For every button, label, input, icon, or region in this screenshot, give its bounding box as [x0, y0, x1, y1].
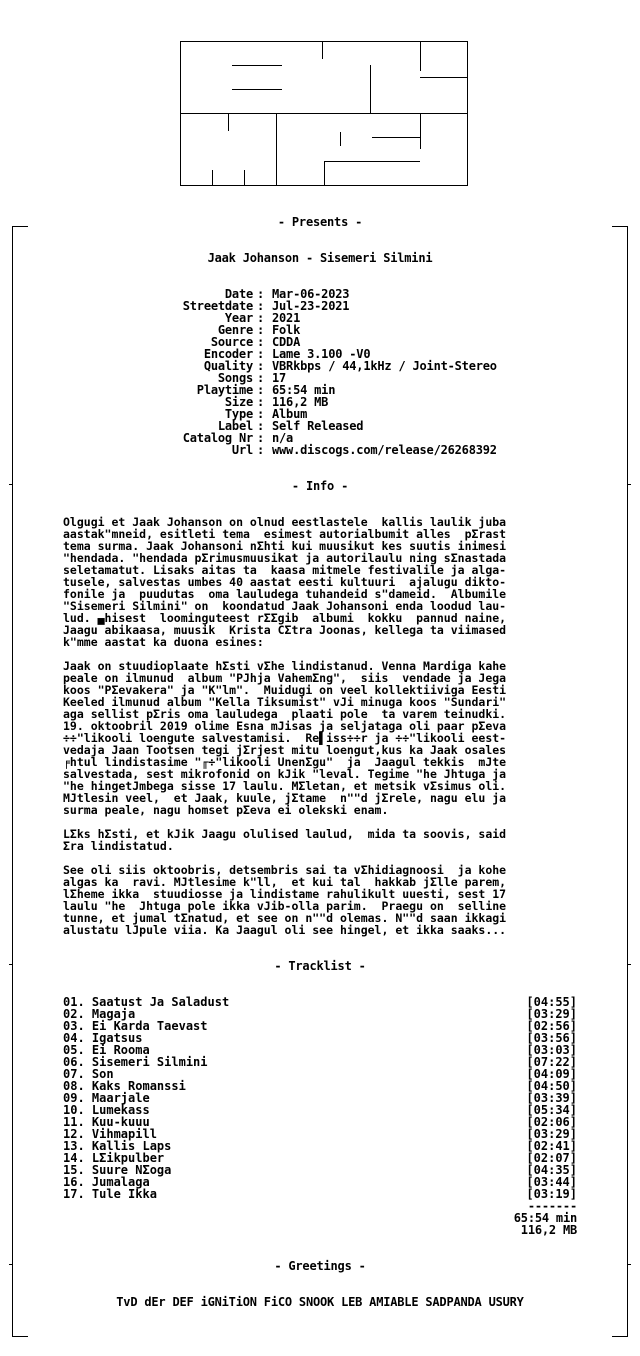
track-duration: [03:29]	[526, 1127, 577, 1141]
detail-value: Lame 3.100 -V0	[272, 347, 371, 361]
track-row	[63, 996, 577, 1008]
track-title: 07. Son	[63, 1067, 114, 1081]
detail-label: Songs	[217, 371, 253, 385]
detail-label: Quality	[203, 359, 253, 373]
detail-separator: :	[257, 371, 265, 385]
detail-value: VBRkbps / 44,1kHz / Joint-Stereo	[272, 359, 497, 373]
presents-heading: - Presents -	[277, 215, 363, 229]
detail-separator: :	[257, 359, 265, 373]
track-title: 11. Kuu-kuuu	[63, 1115, 150, 1129]
track-title: 02. Magaja	[63, 1007, 136, 1021]
info-heading: - Info -	[291, 479, 349, 493]
detail-separator: :	[257, 311, 265, 325]
detail-label: Catalog Nr	[182, 431, 253, 445]
detail-separator: :	[257, 335, 265, 349]
detail-value: CDDA	[272, 335, 301, 349]
track-duration: [04:55]	[526, 995, 577, 1009]
detail-value: 65:54 min	[272, 383, 336, 397]
track-row	[63, 1188, 577, 1200]
track-title: 14. LΣikpulber	[63, 1151, 165, 1165]
track-duration: [02:56]	[526, 1019, 577, 1033]
track-duration: [04:09]	[526, 1067, 577, 1081]
total-divider: -------	[527, 1199, 577, 1213]
detail-separator: :	[257, 383, 265, 397]
track-row	[63, 1056, 577, 1068]
detail-label: Encoder	[203, 347, 253, 361]
track-duration: [03:19]	[526, 1187, 577, 1201]
detail-label: Playtime	[196, 383, 253, 397]
detail-value: www.discogs.com/release/26268392	[272, 443, 497, 457]
track-title: 13. Kallis Laps	[63, 1139, 172, 1153]
detail-value: Album	[272, 407, 308, 421]
detail-separator: :	[257, 347, 265, 361]
detail-separator: :	[257, 431, 265, 445]
detail-separator: :	[257, 419, 265, 433]
track-duration: [03:56]	[526, 1031, 577, 1045]
detail-label: Year	[224, 311, 253, 325]
track-duration: [04:35]	[526, 1163, 577, 1177]
info-paragraph: See oli siis oktoobris, detsembris sai ta vΣhidiagnoosi ja kohe algas ka ravi. MJtlesime k"ll, et kui tal hakkab jΣlle parem, lΣheme ikka stuudiosse ja lindistame rahulikult uuesti, sest 17 laulu "he Jhtuga pole ikka vJib-olla parim. Praegu on selline tunne, et jumal tΣnatud, et see on n""d olemas. N""d saan ikkagi alustatu lJpule viia. Ka Jaagul oli see hingel, et ikka saaks...	[63, 863, 507, 937]
detail-separator: :	[257, 299, 265, 313]
track-duration: [07:22]	[526, 1055, 577, 1069]
greetings-heading: - Greetings -	[274, 1259, 366, 1273]
detail-value: Self Released	[272, 419, 364, 433]
detail-value: Mar-06-2023	[272, 287, 350, 301]
track-title: 16. Jumalaga	[63, 1175, 150, 1189]
detail-label: Date	[224, 287, 253, 301]
track-duration: [03:03]	[526, 1043, 577, 1057]
tracklist-heading: - Tracklist -	[274, 959, 366, 973]
track-title: 05. Ei Rooma	[63, 1043, 150, 1057]
info-paragraph: Olgugi et Jaak Johanson on olnud eestlastele kallis laulik juba aastak"mneid, esitleti tema esimest autorialbumit alles pΣrast tema surma. Jaak Johansoni nΣhti kui muusikut kes suutis inimesi "hendada. "hendada pΣrimusmuusikat ja autorilaulu ning sΣnastada seletamatut. Lisaks aitas ta kaasa mitmele festivalile ja alga- tusele, salvestas umbes 40 aastat eesti kultuuri ajalugu dikto- fonile ja puudutas oma lauludega tuhandeid s"dameid. Albumile "Sisemeri Silmini" on koondatud Jaak Johansoni enda loodud lau- lud. ▄hisest loominguteest rΣΣgib albumi kokku pannud naine, Jaagu abikaasa, muusik Krista CΣtra Joonas, kellega ta viimased k"mme aastat ka duona esines:	[63, 515, 507, 649]
detail-label: Source	[210, 335, 253, 349]
detail-label: Label	[217, 419, 253, 433]
track-title: 08. Kaks Romanssi	[63, 1079, 186, 1093]
track-title: 10. Lumekass	[63, 1103, 150, 1117]
track-title: 17. Tule Ikka	[63, 1187, 157, 1201]
track-duration: [03:44]	[526, 1175, 577, 1189]
detail-value: 2021	[272, 311, 301, 325]
track-duration: [05:34]	[526, 1103, 577, 1117]
detail-value: n/a	[272, 431, 294, 445]
track-duration: [03:29]	[526, 1007, 577, 1021]
track-duration: [03:39]	[526, 1091, 577, 1105]
detail-label: Streetdate	[182, 299, 253, 313]
track-duration: [04:50]	[526, 1079, 577, 1093]
detail-label: Type	[224, 407, 253, 421]
detail-value: Jul-23-2021	[272, 299, 350, 313]
detail-value: 17	[272, 371, 287, 385]
info-paragraph: LΣks hΣsti, et kJik Jaagu olulised laulud, mida ta soovis, said Σra lindistatud.	[63, 827, 507, 853]
track-duration: [02:41]	[526, 1139, 577, 1153]
greetings-text: TvD dEr DEF iGNiTiON FiCO SNOOK LEB AMIABLE SADPANDA USURY	[116, 1295, 524, 1309]
total-playtime: 65:54 min	[513, 1211, 577, 1225]
total-size: 116,2 MB	[520, 1223, 577, 1237]
detail-separator: :	[257, 287, 265, 301]
detail-value: Folk	[272, 323, 301, 337]
track-title: 09. Maarjale	[63, 1091, 150, 1105]
detail-separator: :	[257, 323, 265, 337]
track-title: 15. Suure NΣoga	[63, 1163, 172, 1177]
detail-label: Url	[231, 443, 253, 457]
track-title: 04. Igatsus	[63, 1031, 143, 1045]
track-duration: [02:07]	[526, 1151, 577, 1165]
track-title: 03. Ei Karda Taevast	[63, 1019, 208, 1033]
detail-label: Genre	[217, 323, 253, 337]
detail-value: 116,2 MB	[272, 395, 329, 409]
track-duration: [02:06]	[526, 1115, 577, 1129]
track-title: 12. Vihmapill	[63, 1127, 157, 1141]
detail-separator: :	[257, 395, 265, 409]
info-paragraph: Jaak on stuudioplaate hΣsti vΣhe lindistanud. Venna Mardiga kahe peale on ilmunud album "PJhja VahemΣng", siis vendade ja Jega koos "PΣevakera" ja "K"lm". Muidugi on veel kollektiiviga Eesti Keeled ilmunud album "Kella Tiksumist" vJi minuga koos "Sundari" aga sellist pΣris oma lauludega plaati pole ta varem teinudki. 19. oktoobril 2019 olime Esna mJisas ja seljataga oli paar pΣeva ÷÷"likooli loengute salvestamisi. Re▌iss÷÷r ja ÷÷"likooli eest- vedaja Jaan Tootsen tegi jΣrjest mitu loengut,kus ka Jaak osales ╒htul lindistasime "╓÷"likooli UnenΣgu" ja Jaagul tekkis mJte salvestada, sest mikrofonid on kJik "leval. Tegime "he Jhtuga ja "he hingetJmbega sisse 17 laulu. MΣletan, et metsik vΣsimus oli. MJtlesin veel, et Jaak, kuule, jΣtame n""d jΣrele, nagu elu ja surma peale, nagu homset pΣeva ei olekski enam.	[63, 659, 507, 817]
detail-separator: :	[257, 443, 265, 457]
track-title: 06. Sisemeri Silmini	[63, 1055, 208, 1069]
detail-separator: :	[257, 407, 265, 421]
detail-label: Size	[224, 395, 253, 409]
release-title: Jaak Johanson - Sisemeri Silmini	[207, 251, 433, 265]
track-title: 01. Saatust Ja Saladust	[63, 995, 230, 1009]
